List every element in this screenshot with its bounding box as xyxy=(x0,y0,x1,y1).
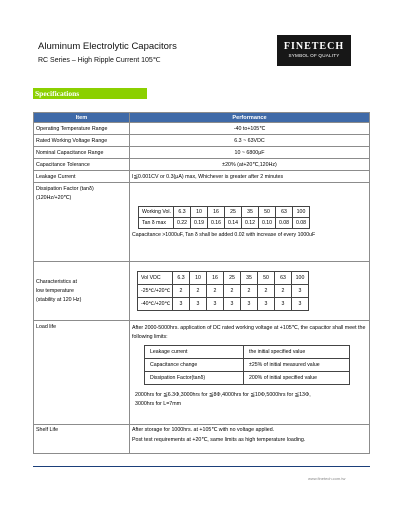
limit-name: Leakage current xyxy=(145,346,244,359)
lt-cell: -40℃/+20℃ xyxy=(138,298,173,311)
shelf-life-line2: Post test requirements at +20℃, same limits as high temperature loading. xyxy=(132,437,306,443)
lt-cell: 2 xyxy=(224,285,241,298)
item-cell-load-life: Load life xyxy=(34,321,130,425)
lt-cell: 3 xyxy=(190,298,207,311)
limit-name: Capacitance change xyxy=(145,359,244,372)
df-note: Capacitance >1000uF, Tan δ shall be added 0.02 with increase of every 1000uF xyxy=(132,232,316,238)
shelf-life-line1: After storage for 1000hrs. at +105℃ with no voltage applied. xyxy=(132,427,275,433)
item-cell: Leakage Current xyxy=(34,171,130,183)
limit-row xyxy=(145,346,350,359)
df-value-cell: 0.08 xyxy=(293,218,310,229)
lt-label-line3: (stability at 120 Hz) xyxy=(36,297,82,303)
df-header-cell: 10 xyxy=(191,207,208,218)
lt-header-cell: 25 xyxy=(224,272,241,285)
performance-cell-dissipation xyxy=(130,183,370,262)
logo-tagline: SYMBOL OF QUALITY xyxy=(288,53,340,58)
item-cell-dissipation xyxy=(34,183,130,262)
header-performance: Performance xyxy=(130,113,370,123)
df-value-cell: Tan δ max xyxy=(139,218,174,229)
performance-cell: -40 to+105℃ xyxy=(130,123,370,135)
lt-cell: 3 xyxy=(258,298,275,311)
item-cell: Rated Working Voltage Range xyxy=(34,135,130,147)
table-row-dissipation xyxy=(34,183,370,262)
df-header-cell: 16 xyxy=(208,207,225,218)
table-row xyxy=(34,171,370,183)
df-value-cell: 0.19 xyxy=(191,218,208,229)
lt-cell: 2 xyxy=(275,285,292,298)
lt-cell: 3 xyxy=(224,298,241,311)
low-temp-table xyxy=(137,271,309,311)
logo-name: FINETECH xyxy=(283,41,345,52)
table-row xyxy=(34,135,370,147)
df-header-cell: 6.3 xyxy=(174,207,191,218)
lt-cell: 2 xyxy=(207,285,224,298)
lt-cell: 2 xyxy=(258,285,275,298)
performance-cell-low-temp xyxy=(130,262,370,321)
lt-row-40 xyxy=(138,298,309,311)
limit-value: 200% of initial specified value xyxy=(244,372,350,385)
lt-header-cell: 35 xyxy=(241,272,258,285)
finetech-logo xyxy=(277,35,351,66)
df-value-cell: 0.12 xyxy=(242,218,259,229)
performance-cell: 10 ~ 6800μF xyxy=(130,147,370,159)
table-row xyxy=(34,147,370,159)
load-life-limits-table xyxy=(144,345,350,385)
df-header-cell: 35 xyxy=(242,207,259,218)
load-life-hours-line2: 3000hrs for L=7mm xyxy=(135,401,182,407)
lt-label-line2: low temperature xyxy=(36,288,74,294)
table-row-load-life xyxy=(34,321,370,425)
specifications-table xyxy=(33,112,370,454)
performance-cell: ±20% (at+20℃,120Hz) xyxy=(130,159,370,171)
lt-header-cell: 10 xyxy=(190,272,207,285)
df-value-cell: 0.10 xyxy=(259,218,276,229)
load-life-hours-line1: 2000hrs for ≦6.3Φ,3000hrs for ≦8Φ,4000hrs for ≦10Φ,5000hrs for ≦13Φ, xyxy=(135,392,311,398)
performance-cell-shelf-life xyxy=(130,425,370,454)
lt-header-cell: 6.3 xyxy=(173,272,190,285)
table-header-row xyxy=(34,113,370,123)
lt-cell: 3 xyxy=(292,298,309,311)
lt-header-cell: 100 xyxy=(292,272,309,285)
df-values-row xyxy=(139,218,310,229)
item-cell-shelf-life: Shelf Life xyxy=(34,425,130,454)
limit-value: the initial specified value xyxy=(244,346,350,359)
lt-cell: 2 xyxy=(173,285,190,298)
limit-value: ±25% of initial measured value xyxy=(244,359,350,372)
df-header-cell: 50 xyxy=(259,207,276,218)
performance-cell: 6.3 ~ 63VDC xyxy=(130,135,370,147)
lt-header-cell: Vol VDC xyxy=(138,272,173,285)
lt-label-line1: Characteristics at xyxy=(36,279,77,285)
table-row-shelf-life xyxy=(34,425,370,454)
item-cell: Nominal Capacitance Range xyxy=(34,147,130,159)
df-header-cell: Working Vol. xyxy=(139,207,174,218)
df-value-cell: 0.08 xyxy=(276,218,293,229)
lt-cell: 2 xyxy=(190,285,207,298)
df-value-cell: 0.16 xyxy=(208,218,225,229)
performance-cell-load-life xyxy=(130,321,370,425)
lt-header-cell: 50 xyxy=(258,272,275,285)
df-header-cell: 63 xyxy=(276,207,293,218)
lt-header-row xyxy=(138,272,309,285)
df-label-line2: (120Hz/+20℃) xyxy=(36,195,72,201)
lt-header-cell: 63 xyxy=(275,272,292,285)
lt-cell: 3 xyxy=(275,298,292,311)
df-header-cell: 25 xyxy=(225,207,242,218)
specifications-heading: Specifications xyxy=(33,88,147,99)
lt-cell: 2 xyxy=(241,285,258,298)
limit-name: Dissipation Factor(tanδ) xyxy=(145,372,244,385)
item-cell: Capacitance Tolerance xyxy=(34,159,130,171)
df-value-cell: 0.14 xyxy=(225,218,242,229)
header-item: Item xyxy=(34,113,130,123)
lt-header-cell: 16 xyxy=(207,272,224,285)
footer-rule xyxy=(33,466,370,467)
document-title: Aluminum Electrolytic Capacitors xyxy=(38,41,177,52)
item-cell-low-temp xyxy=(34,262,130,321)
load-life-text: After 2000-5000hrs. application of DC rated working voltage at +105℃, the capacitor shall meet the following limits: xyxy=(132,325,366,340)
df-value-cell: 0.22 xyxy=(174,218,191,229)
limit-row xyxy=(145,359,350,372)
df-label-line1: Dissipation Factor (tanδ) xyxy=(36,186,94,192)
lt-cell: 3 xyxy=(241,298,258,311)
limit-row xyxy=(145,372,350,385)
table-row xyxy=(34,123,370,135)
document-subtitle: RC Series – High Ripple Current 105℃ xyxy=(38,57,161,64)
table-row xyxy=(34,159,370,171)
lt-row-25 xyxy=(138,285,309,298)
lt-cell: 3 xyxy=(292,285,309,298)
df-table xyxy=(138,206,310,229)
footer-url: www.finetech.com.tw xyxy=(308,476,346,481)
performance-cell: I≦0.001CV or 0.3(μA) max, Whichever is greater after 2 minutes xyxy=(130,171,370,183)
lt-cell: 3 xyxy=(207,298,224,311)
lt-cell: 3 xyxy=(173,298,190,311)
item-cell: Operating Temperature Range xyxy=(34,123,130,135)
lt-cell: -25℃/+20℃ xyxy=(138,285,173,298)
df-header-row xyxy=(139,207,310,218)
table-row-low-temp xyxy=(34,262,370,321)
df-header-cell: 100 xyxy=(293,207,310,218)
